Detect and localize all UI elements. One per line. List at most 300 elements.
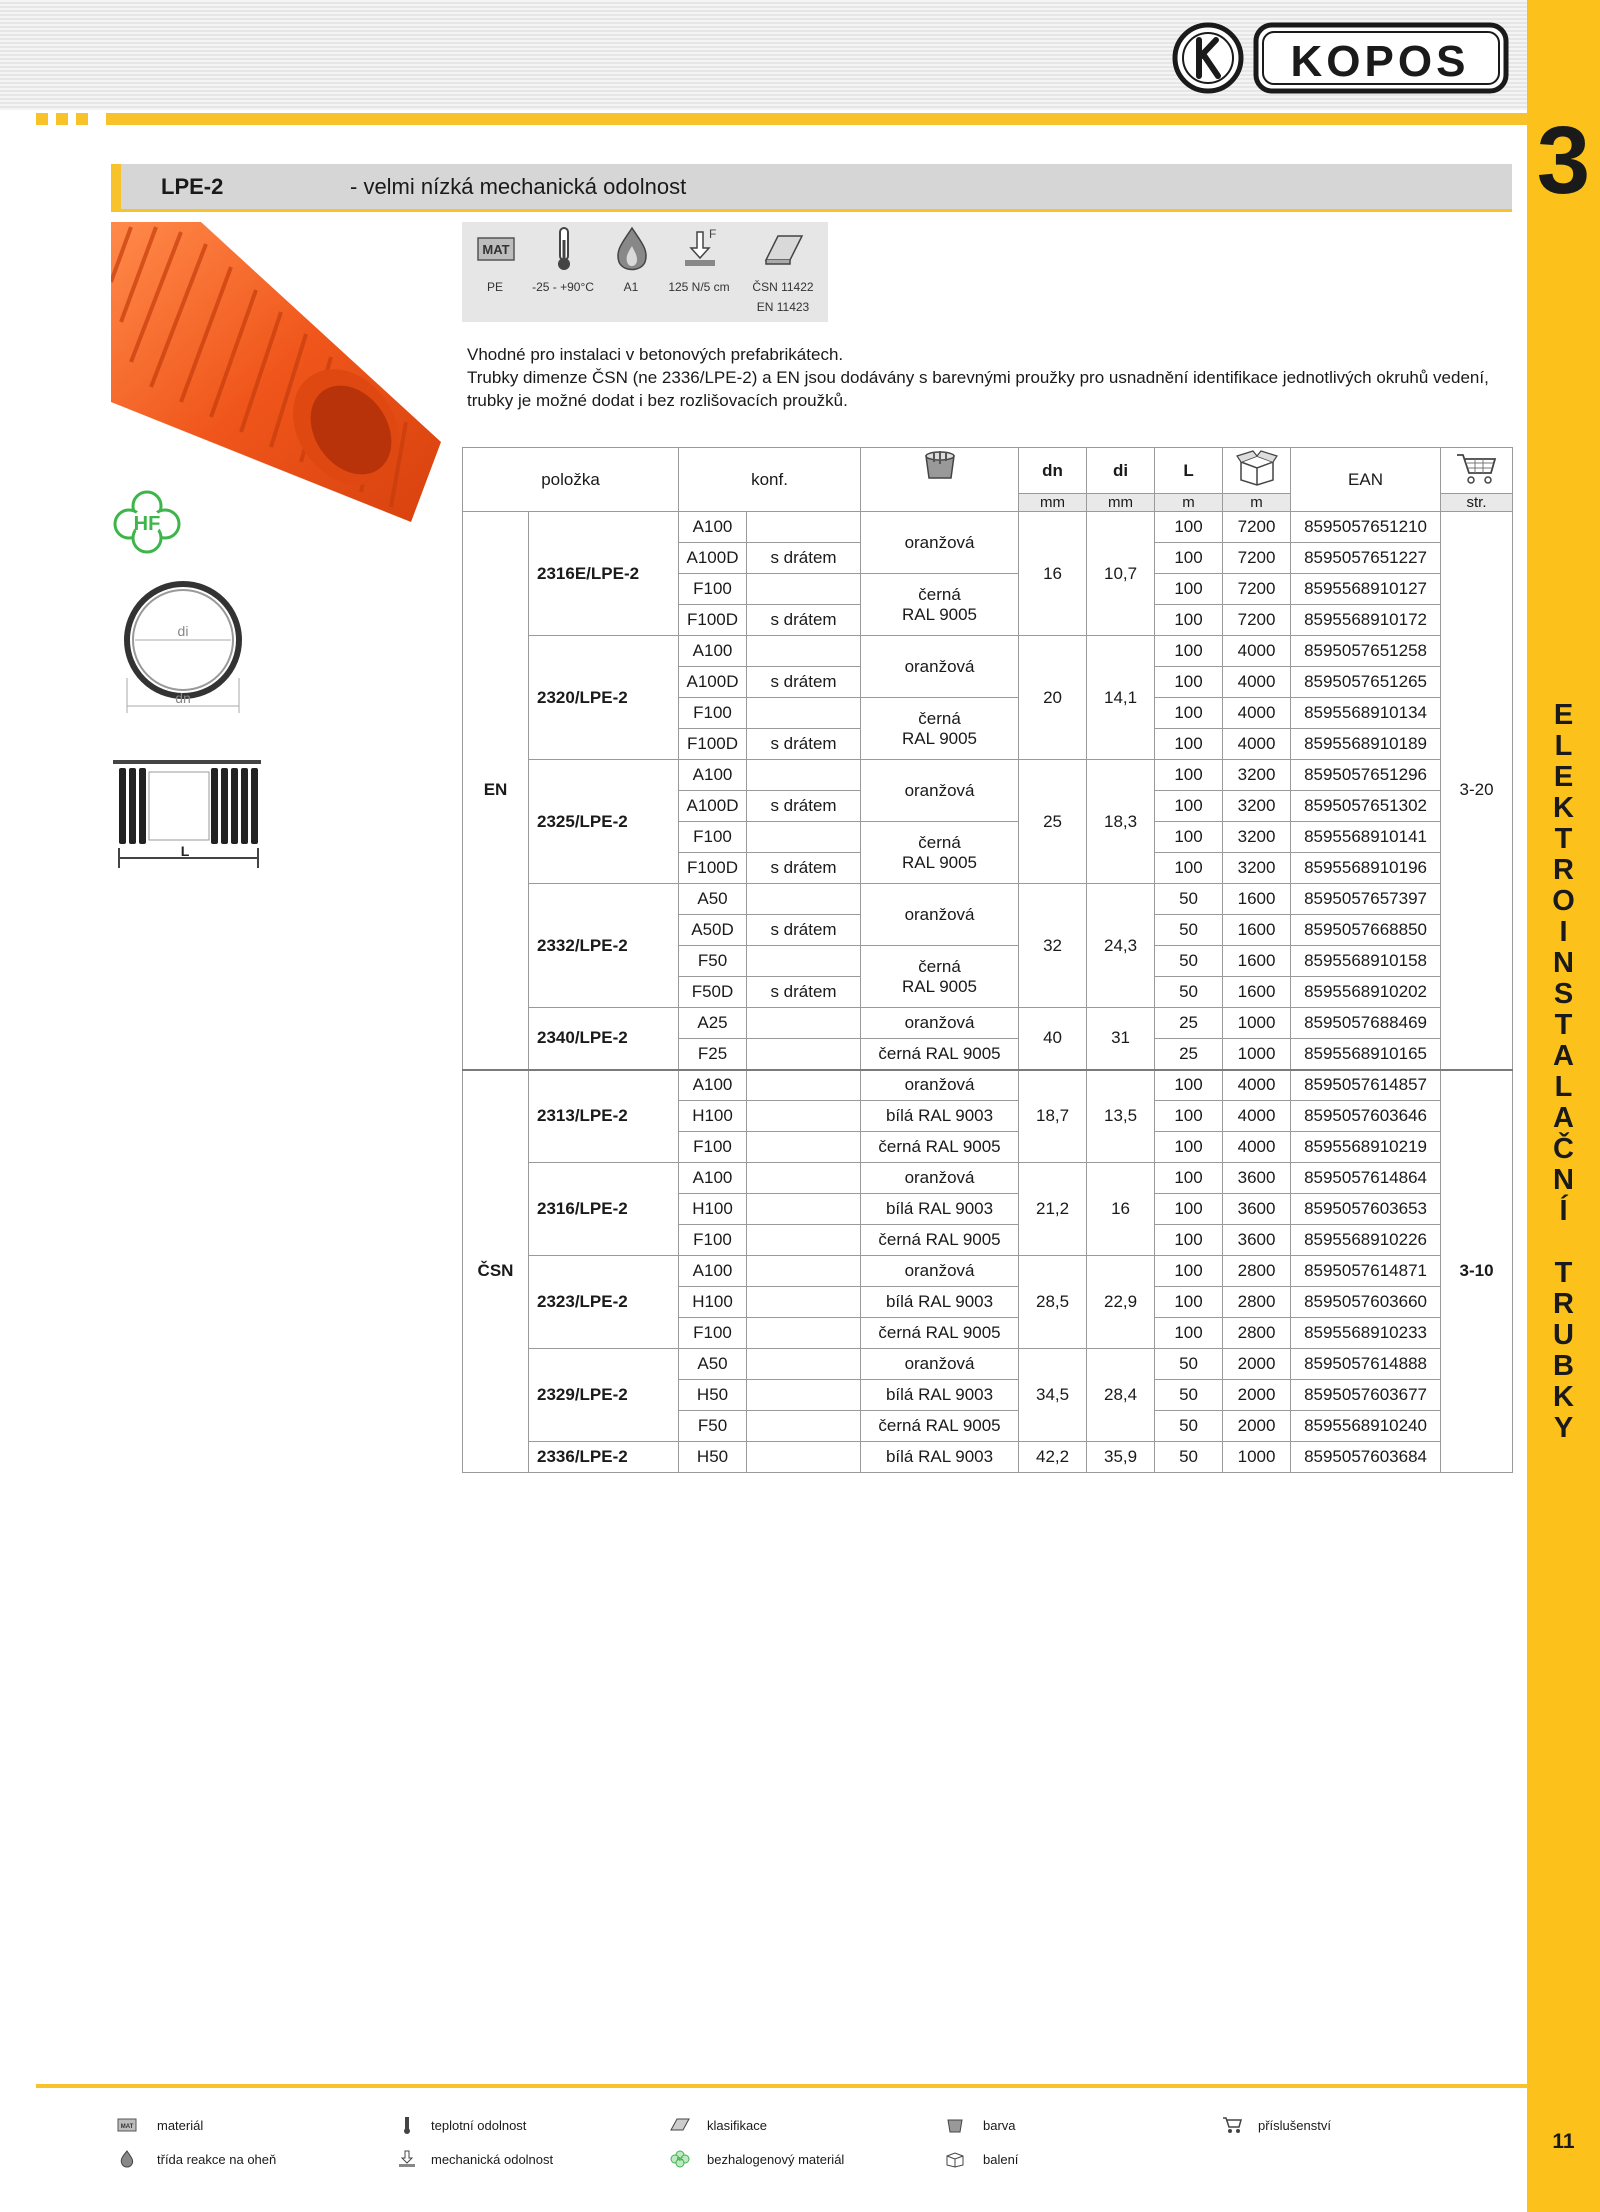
hf-text: HF: [133, 513, 161, 535]
packing-cell: 3600: [1223, 1163, 1291, 1194]
color-cell: bílá RAL 9003: [861, 1101, 1019, 1132]
color-cell: oranžová: [861, 1256, 1019, 1287]
property-value-2: EN 11423: [756, 300, 810, 314]
konf-cell: s drátem: [747, 605, 861, 636]
packing-cell: 2000: [1223, 1380, 1291, 1411]
length-cell: 100: [1155, 1318, 1223, 1349]
legend-fire: třída reakce na oheň: [157, 2152, 277, 2167]
packing-cell: 4000: [1223, 729, 1291, 760]
konf-cell: s drátem: [747, 729, 861, 760]
ean-cell: 8595057651210: [1291, 512, 1441, 543]
length-cell: 100: [1155, 853, 1223, 884]
ean-cell: 8595057651296: [1291, 760, 1441, 791]
vertical-letter: Í: [1559, 1195, 1568, 1227]
ean-cell: 8595568910240: [1291, 1411, 1441, 1442]
ean-cell: 8595568910189: [1291, 729, 1441, 760]
konf-cell: [747, 1163, 861, 1194]
vertical-letter: L: [1554, 730, 1573, 762]
dn-cell: 42,2: [1019, 1442, 1087, 1473]
length-cell: 100: [1155, 543, 1223, 574]
color-cell: černá RAL 9005: [861, 1318, 1019, 1349]
packing-cell: 3200: [1223, 853, 1291, 884]
code-cell: H100: [679, 1194, 747, 1225]
di-cell: 35,9: [1087, 1442, 1155, 1473]
konf-cell: [747, 1256, 861, 1287]
page-number: 11: [1552, 2130, 1575, 2153]
ean-cell: 8595057614871: [1291, 1256, 1441, 1287]
header-accent-line: [106, 113, 1527, 125]
unit-length: m: [1155, 494, 1223, 512]
vertical-letter: N: [1553, 1164, 1574, 1196]
legend-color: barva: [983, 2118, 1016, 2133]
color-line: RAL 9005: [902, 976, 978, 996]
ean-cell: 8595057614857: [1291, 1070, 1441, 1101]
color-cell: oranžová: [861, 512, 1019, 574]
dn-cell: 34,5: [1019, 1349, 1087, 1442]
material-legend-icon-text: MAT: [120, 2124, 134, 2130]
konf-cell: [747, 1411, 861, 1442]
product-name-cell: 2340/LPE-2: [529, 1008, 679, 1070]
konf-cell: s drátem: [747, 977, 861, 1008]
code-cell: A50: [679, 1349, 747, 1380]
header-conf: konf.: [679, 448, 861, 512]
code-cell: A100: [679, 636, 747, 667]
code-cell: F50D: [679, 977, 747, 1008]
table-row: [463, 1163, 1513, 1194]
length-cell: 25: [1155, 1039, 1223, 1070]
packing-cell: 3200: [1223, 822, 1291, 853]
packing-cell: 1000: [1223, 1008, 1291, 1039]
color-cell: černá RAL 9005: [861, 1039, 1019, 1070]
halogen-free-legend-icon-text: HF: [676, 2157, 684, 2163]
product-name-cell: 2323/LPE-2: [529, 1256, 679, 1349]
konf-cell: [747, 1349, 861, 1380]
legend-classification: klasifikace: [707, 2118, 767, 2133]
thermometer-icon: [543, 226, 585, 272]
dn-cell: 25: [1019, 760, 1087, 884]
ean-cell: 8595057603660: [1291, 1287, 1441, 1318]
packing-cell: 4000: [1223, 1070, 1291, 1101]
length-cell: 100: [1155, 698, 1223, 729]
table-row: [463, 1442, 1513, 1473]
length-cell: 100: [1155, 1163, 1223, 1194]
code-cell: F100: [679, 1132, 747, 1163]
konf-cell: [747, 1070, 861, 1101]
product-code: LPE-2: [161, 174, 224, 199]
di-cell: 13,5: [1087, 1070, 1155, 1163]
color-cell: bílá RAL 9003: [861, 1287, 1019, 1318]
length-cell: 50: [1155, 1442, 1223, 1473]
ean-cell: 8595057603653: [1291, 1194, 1441, 1225]
legend-halogen: bezhalogenový materiál: [707, 2152, 845, 2167]
vertical-letter: A: [1553, 1040, 1574, 1072]
packing-cell: 3200: [1223, 760, 1291, 791]
header-accessories: [1441, 448, 1513, 494]
product-title-bar: [111, 164, 1512, 212]
product-name: - velmi nízká mechanická odolnost: [350, 174, 687, 199]
length-cell: 100: [1155, 1287, 1223, 1318]
material-icon-text: MAT: [482, 242, 510, 257]
vertical-letter: N: [1553, 947, 1574, 979]
ean-cell: 8595568910141: [1291, 822, 1441, 853]
konf-cell: [747, 822, 861, 853]
ean-cell: 8595057603677: [1291, 1380, 1441, 1411]
product-name-cell: 2316E/LPE-2: [529, 512, 679, 636]
header-square: [76, 113, 88, 125]
dn-cell: 21,2: [1019, 1163, 1087, 1256]
length-cell: 50: [1155, 946, 1223, 977]
ean-cell: 8595057651258: [1291, 636, 1441, 667]
vertical-letter: O: [1552, 885, 1575, 917]
color-cell: oranžová: [861, 760, 1019, 822]
cart-legend-icon: [1222, 2116, 1242, 2134]
code-cell: F50: [679, 946, 747, 977]
classification-legend-icon: [670, 2116, 690, 2134]
ean-cell: 8595057603684: [1291, 1442, 1441, 1473]
konf-cell: [747, 574, 861, 605]
packing-cell: 7200: [1223, 512, 1291, 543]
di-cell: 18,3: [1087, 760, 1155, 884]
table-row: [463, 760, 1513, 791]
code-cell: F100D: [679, 605, 747, 636]
packing-cell: 3600: [1223, 1194, 1291, 1225]
str-cell: 3-10: [1441, 1070, 1513, 1473]
length-cell: 100: [1155, 1132, 1223, 1163]
code-cell: H50: [679, 1442, 747, 1473]
ean-cell: 8595568910226: [1291, 1225, 1441, 1256]
pipe-photo: [111, 222, 441, 522]
vertical-letter: K: [1553, 1381, 1574, 1413]
konf-cell: [747, 1194, 861, 1225]
color-line: černá: [918, 708, 961, 728]
konf-cell: [747, 1287, 861, 1318]
product-name-cell: 2329/LPE-2: [529, 1349, 679, 1442]
logo-text: KOPOS: [1290, 37, 1470, 86]
length-cell: 50: [1155, 884, 1223, 915]
vertical-letter: E: [1553, 699, 1574, 731]
unit-str: str.: [1441, 494, 1513, 512]
unit-packing: m: [1223, 494, 1291, 512]
packing-cell: 1600: [1223, 946, 1291, 977]
code-cell: F100: [679, 574, 747, 605]
header-packing: [1223, 448, 1291, 494]
header-color: [861, 448, 1019, 512]
ean-cell: 8595057614864: [1291, 1163, 1441, 1194]
ean-cell: 8595568910134: [1291, 698, 1441, 729]
konf-cell: [747, 760, 861, 791]
length-cell: 100: [1155, 636, 1223, 667]
konf-cell: [747, 1225, 861, 1256]
property-material: [462, 222, 528, 322]
table-row: [463, 1070, 1513, 1101]
color-cell: [861, 574, 1019, 636]
table-row: [463, 1008, 1513, 1039]
property-value: ČSN 11422: [752, 280, 814, 294]
header-square: [56, 113, 68, 125]
footer-line: [36, 2084, 1527, 2088]
konf-cell: [747, 1132, 861, 1163]
code-cell: F100: [679, 822, 747, 853]
length-cell: 100: [1155, 791, 1223, 822]
product-name-cell: 2325/LPE-2: [529, 760, 679, 884]
length-cell: 100: [1155, 760, 1223, 791]
di-cell: 31: [1087, 1008, 1155, 1070]
length-cell: 25: [1155, 1008, 1223, 1039]
code-cell: F100: [679, 698, 747, 729]
legend-temperature: teplotní odolnost: [431, 2118, 527, 2133]
vertical-letter: R: [1553, 1288, 1574, 1320]
ring-dn-label: dn: [175, 690, 191, 706]
dn-cell: 32: [1019, 884, 1087, 1008]
description: [467, 343, 1512, 412]
length-cell: 50: [1155, 1349, 1223, 1380]
konf-cell: [747, 884, 861, 915]
konf-cell: s drátem: [747, 853, 861, 884]
product-name-cell: 2313/LPE-2: [529, 1070, 679, 1163]
code-cell: H100: [679, 1101, 747, 1132]
code-cell: A50: [679, 884, 747, 915]
length-cell: 100: [1155, 822, 1223, 853]
packing-cell: 7200: [1223, 543, 1291, 574]
length-cell: 50: [1155, 915, 1223, 946]
code-cell: A100D: [679, 791, 747, 822]
packing-cell: 4000: [1223, 636, 1291, 667]
packing-cell: 1600: [1223, 884, 1291, 915]
packing-cell: 3600: [1223, 1225, 1291, 1256]
ean-cell: 8595057651227: [1291, 543, 1441, 574]
length-cell: 100: [1155, 1194, 1223, 1225]
product-table: [462, 447, 1513, 1473]
length-cell: 100: [1155, 1101, 1223, 1132]
packing-cell: 4000: [1223, 698, 1291, 729]
code-cell: F100: [679, 1225, 747, 1256]
code-cell: H50: [679, 1380, 747, 1411]
length-cell: 50: [1155, 977, 1223, 1008]
color-cell: černá RAL 9005: [861, 1411, 1019, 1442]
color-cell: oranžová: [861, 1163, 1019, 1194]
code-cell: A50D: [679, 915, 747, 946]
color-cell: [861, 822, 1019, 884]
color-cell: [861, 946, 1019, 1008]
ean-cell: 8595568910172: [1291, 605, 1441, 636]
color-cell: [861, 698, 1019, 760]
packing-cell: 2800: [1223, 1256, 1291, 1287]
packing-cell: 2800: [1223, 1287, 1291, 1318]
packing-cell: 4000: [1223, 667, 1291, 698]
table-row: [463, 636, 1513, 667]
konf-cell: [747, 1318, 861, 1349]
chapter-vertical-title: [1527, 700, 1600, 1444]
vertical-letter: S: [1553, 978, 1574, 1010]
code-cell: A100D: [679, 667, 747, 698]
length-cell: 100: [1155, 605, 1223, 636]
konf-cell: s drátem: [747, 543, 861, 574]
ean-cell: 8595057651265: [1291, 667, 1441, 698]
color-cell: oranžová: [861, 1070, 1019, 1101]
color-line: RAL 9005: [902, 728, 978, 748]
packing-cell: 2000: [1223, 1349, 1291, 1380]
code-cell: A100: [679, 512, 747, 543]
color-line: RAL 9005: [902, 852, 978, 872]
property-value: A1: [623, 280, 639, 294]
header-square: [36, 113, 48, 125]
code-cell: A100D: [679, 543, 747, 574]
material-icon: [475, 226, 517, 272]
vertical-letter: T: [1554, 1257, 1573, 1289]
table-row: [463, 512, 1513, 543]
ean-cell: 8595568910196: [1291, 853, 1441, 884]
code-cell: A100: [679, 1256, 747, 1287]
flame-icon: [611, 226, 653, 272]
code-cell: F100D: [679, 729, 747, 760]
vertical-letter: Y: [1553, 1412, 1574, 1444]
property-fire-class: [598, 222, 664, 322]
ean-cell: 8595057657397: [1291, 884, 1441, 915]
chapter-number: 3: [1536, 107, 1591, 214]
length-cell: 100: [1155, 667, 1223, 698]
header-dn: dn: [1019, 448, 1087, 494]
vertical-letter: A: [1553, 1102, 1574, 1134]
ean-cell: 8595057668850: [1291, 915, 1441, 946]
ean-cell: 8595057651302: [1291, 791, 1441, 822]
color-line: RAL 9005: [902, 604, 978, 624]
thermometer-legend-icon: [397, 2116, 417, 2134]
color-cell: oranžová: [861, 884, 1019, 946]
konf-cell: s drátem: [747, 667, 861, 698]
ean-cell: 8595568910202: [1291, 977, 1441, 1008]
material-legend-icon: [117, 2116, 137, 2134]
length-cell: 100: [1155, 512, 1223, 543]
code-cell: F50: [679, 1411, 747, 1442]
color-cell: oranžová: [861, 1008, 1019, 1039]
ean-cell: 8595568910233: [1291, 1318, 1441, 1349]
table-row: [463, 1256, 1513, 1287]
product-name-cell: 2316/LPE-2: [529, 1163, 679, 1256]
property-temperature: [530, 222, 596, 322]
vertical-letter: T: [1554, 1009, 1573, 1041]
section-l-label: L: [180, 843, 190, 859]
di-cell: 14,1: [1087, 636, 1155, 760]
vertical-letter: L: [1554, 1071, 1573, 1103]
cart-icon: [1455, 451, 1499, 485]
code-cell: H100: [679, 1287, 747, 1318]
konf-cell: s drátem: [747, 791, 861, 822]
konf-cell: [747, 698, 861, 729]
norm-cell: EN: [463, 512, 529, 1070]
code-cell: A100: [679, 760, 747, 791]
table-row: [463, 1349, 1513, 1380]
unit-di: mm: [1087, 494, 1155, 512]
color-line: černá: [918, 956, 961, 976]
color-cell: oranžová: [861, 1349, 1019, 1380]
di-cell: 10,7: [1087, 512, 1155, 636]
color-cell: černá RAL 9005: [861, 1132, 1019, 1163]
di-cell: 22,9: [1087, 1256, 1155, 1349]
konf-cell: [747, 512, 861, 543]
property-value: -25 - +90°C: [532, 280, 594, 294]
ring-di-label: di: [177, 623, 189, 639]
di-cell: 28,4: [1087, 1349, 1155, 1442]
pipe-section-diagram: [113, 760, 261, 870]
vertical-letter: B: [1553, 1350, 1574, 1382]
code-cell: F100: [679, 1318, 747, 1349]
konf-cell: [747, 1442, 861, 1473]
dn-cell: 16: [1019, 512, 1087, 636]
vertical-letter: Č: [1553, 1133, 1574, 1165]
color-cell: černá RAL 9005: [861, 1225, 1019, 1256]
length-cell: 50: [1155, 1380, 1223, 1411]
flame-legend-icon: [117, 2150, 137, 2168]
code-cell: A100: [679, 1163, 747, 1194]
classification-icon: [762, 226, 804, 272]
legend-accessories: příslušenství: [1258, 2118, 1331, 2133]
color-cell: bílá RAL 9003: [861, 1380, 1019, 1411]
ean-cell: 8595568910158: [1291, 946, 1441, 977]
length-cell: 100: [1155, 729, 1223, 760]
header-item: položka: [463, 448, 679, 512]
konf-cell: s drátem: [747, 915, 861, 946]
dn-cell: 28,5: [1019, 1256, 1087, 1349]
property-classification: [742, 222, 824, 322]
length-cell: 50: [1155, 1411, 1223, 1442]
length-cell: 100: [1155, 1070, 1223, 1101]
product-name-cell: 2332/LPE-2: [529, 884, 679, 1008]
konf-cell: [747, 1101, 861, 1132]
norm-cell: ČSN: [463, 1070, 529, 1473]
packing-cell: 4000: [1223, 1101, 1291, 1132]
paint-bucket-icon: [920, 448, 960, 482]
code-cell: F100D: [679, 853, 747, 884]
legend-packing: balení: [983, 2152, 1019, 2167]
ean-cell: 8595568910127: [1291, 574, 1441, 605]
konf-cell: [747, 946, 861, 977]
halogen-free-legend-icon: [670, 2150, 690, 2168]
description-line-1: Vhodné pro instalaci v betonových prefabrikátech.: [467, 345, 844, 364]
di-cell: 16: [1087, 1163, 1155, 1256]
length-cell: 100: [1155, 1225, 1223, 1256]
kopos-logo: [1172, 20, 1512, 96]
vertical-letter: E: [1553, 761, 1574, 793]
property-mechanical: [666, 222, 732, 322]
color-cell: bílá RAL 9003: [861, 1194, 1019, 1225]
color-cell: bílá RAL 9003: [861, 1442, 1019, 1473]
vertical-letter: U: [1553, 1319, 1574, 1351]
ean-cell: 8595568910219: [1291, 1132, 1441, 1163]
konf-cell: [747, 1008, 861, 1039]
properties-box: [462, 222, 828, 322]
ean-cell: 8595057603646: [1291, 1101, 1441, 1132]
legend-mechanical: mechanická odolnost: [431, 2152, 554, 2167]
ring-cross-section-diagram: [113, 578, 263, 728]
packing-cell: 7200: [1223, 605, 1291, 636]
ean-cell: 8595057688469: [1291, 1008, 1441, 1039]
header-di: di: [1087, 448, 1155, 494]
header-ean: EAN: [1291, 448, 1441, 512]
description-line-2: Trubky dimenze ČSN (ne 2336/LPE-2) a EN jsou dodávány s barevnými proužky pro usnadnění identifikace jednotlivých okruhů vedení, trubky je možné dodat i bez rozlišovacích proužků.: [467, 368, 1489, 410]
legend-material: materiál: [157, 2118, 204, 2133]
packing-cell: 4000: [1223, 1132, 1291, 1163]
color-line: černá: [918, 832, 961, 852]
packing-cell: 2800: [1223, 1318, 1291, 1349]
table-row: [463, 884, 1513, 915]
konf-cell: [747, 636, 861, 667]
packing-cell: 1000: [1223, 1039, 1291, 1070]
vertical-letter: [1527, 1227, 1600, 1258]
packing-cell: 1600: [1223, 977, 1291, 1008]
color-line: černá: [918, 584, 961, 604]
str-cell: 3-20: [1441, 512, 1513, 1070]
packing-cell: 7200: [1223, 574, 1291, 605]
